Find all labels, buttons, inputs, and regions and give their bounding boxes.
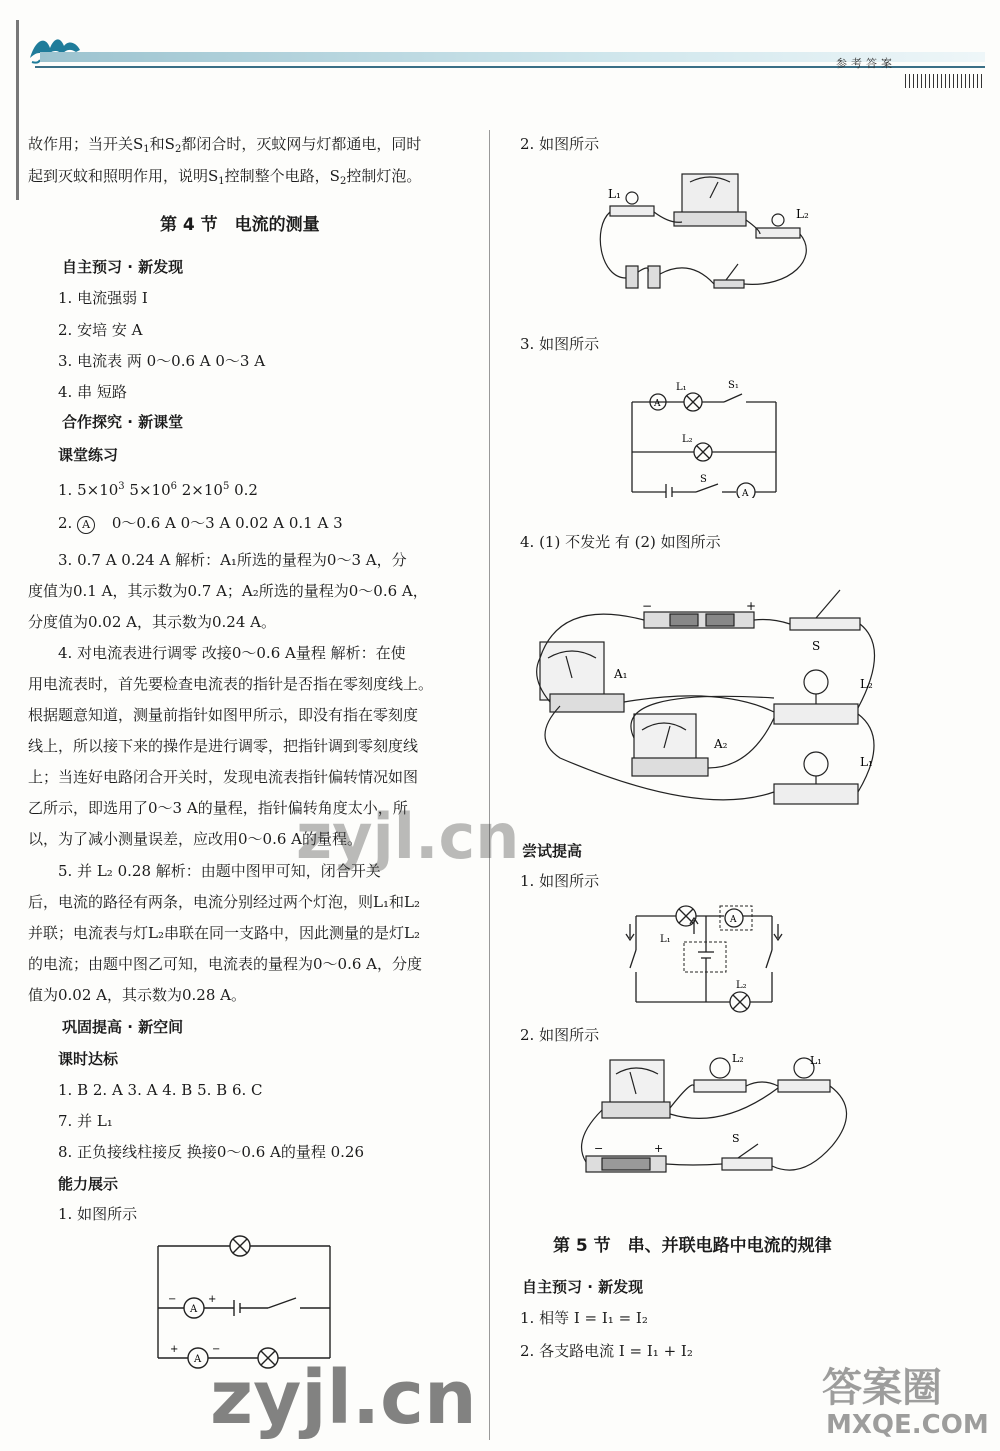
label-L2-4: L₂: [860, 677, 873, 691]
watermark-site: MXQE.COM: [826, 1410, 989, 1440]
header-ticks: [905, 74, 985, 88]
right-item-2: 2. 如图所示: [520, 135, 600, 153]
page-header: [0, 0, 1000, 100]
column-divider: [489, 130, 490, 1440]
circuit-diagram-3: [624, 376, 784, 498]
publisher-logo-icon: [26, 28, 82, 68]
label-plus-try2: +: [654, 1142, 664, 1155]
label-minus-try2: −: [594, 1142, 604, 1155]
circuit-diagram-ability-1: [150, 1230, 340, 1370]
preview5-item-2: 2. 各支路电流 I = I₁ + I₂: [520, 1342, 693, 1360]
ammeter-label-3b: A: [742, 489, 749, 498]
heading-consolidate: 巩固提高 · 新空间: [62, 1018, 184, 1036]
heading-ability: 能力展示: [58, 1175, 119, 1193]
watermark-mid: zyjl.cn: [296, 800, 520, 873]
label-S-4: S: [812, 639, 821, 653]
right-item-3: 3. 如图所示: [520, 335, 600, 353]
plus-label: +: [208, 1294, 217, 1305]
watermark-logo: 答案圈: [822, 1365, 942, 1411]
label-L2-try1: L₂: [736, 980, 747, 991]
class-q5: 5. 并 L₂ 0.28 解析：由题中图甲可知，闭合开关 后，电流的路径有两条，电流分别经过两个灯泡，则L₁和L₂ 并联；电流表与灯L₂串联在同一支路中，因此测量的是灯L₂ 的电流；由题中图乙可知，电流表的量程为0～0.6 A，分度 值为0.02 A，其示数为0.28 A。: [28, 862, 423, 1004]
heading-try: 尝试提高: [522, 842, 583, 860]
preview-item-4: 4. 串 短路: [58, 383, 127, 401]
label-S1-3: S₁: [728, 380, 739, 391]
try-item-2: 2. 如图所示: [520, 1026, 600, 1044]
label-S-3: S: [700, 474, 707, 485]
circuit-diagram-try-1: [620, 898, 790, 1016]
label-A1-4: A₁: [614, 667, 628, 681]
standard-answers-2: 7. 并 L₁: [58, 1112, 113, 1130]
ammeter-symbol-icon: A: [77, 516, 95, 534]
label-L2-3: L₂: [682, 434, 693, 445]
preview-item-3: 3. 电流表 两 0～0.6 A 0～3 A: [58, 352, 266, 370]
watermark-bottom: zyjl.cn: [210, 1355, 477, 1441]
label-L2-try2: L₂: [732, 1052, 744, 1065]
intro-line-2: 起到灭蚊和照明作用，说明$S_1$控制整个电路，$S_2$控制灯泡。: [28, 167, 422, 187]
physical-circuit-4: [520, 578, 890, 808]
preview-item-1: 1. 电流强弱 I: [58, 289, 148, 307]
label-L1-3: L₁: [676, 382, 687, 393]
class-q3: 3. 0.7 A 0.24 A 解析：A₁所选的量程为0～3 A，分 度值为0.1 A，其示数为0.7 A；A₂所选的量程为0～0.6 A， 分度值为0.02 A，其示数为0.24 A。: [28, 551, 428, 631]
label-L1: L₁: [608, 187, 621, 201]
header-title: 参考答案: [836, 57, 896, 70]
intro-line-1: 故作用；当开关$S_1$和$S_2$都闭合时，灭蚊网与灯都通电，同时: [28, 135, 422, 155]
ammeter-label-2: A: [194, 1354, 202, 1365]
margin-bar: [16, 20, 19, 200]
heading-standard: 课时达标: [58, 1050, 119, 1068]
label-L1-try1: L₁: [660, 934, 671, 945]
standard-answers-1: 1. B 2. A 3. A 4. B 5. B 6. C: [58, 1081, 263, 1099]
class-q4: 4. 对电流表进行调零 改接0～0.6 A量程 解析：在使 用电流表时，首先要检查电流表的指针是否指在零刻度线上。 根据题意知道，测量前指针如图甲所示，即没有指在零刻度 线上，所以接下来的操作是进行调零，把指针调到零刻度线 上；当连好电路闭合开关时，发现电流表指针偏转情况如图 乙所示，即选用了0～3 A的量程，指针偏转角度太小，所 以，为了减小测量误差，应改用0～0.6 A的量程。: [28, 644, 434, 848]
heading-coop: 合作探究 · 新课堂: [62, 413, 184, 431]
standard-answers-3: 8. 正负接线柱接反 换接0～0.6 A的量程 0.26: [58, 1143, 365, 1161]
label-L1-try2: L₁: [810, 1054, 822, 1067]
section-4-title: 第 4 节 电流的测量: [160, 215, 320, 235]
minus-label-2: −: [212, 1344, 221, 1355]
ability-item-1: 1. 如图所示: [58, 1205, 138, 1223]
preview-item-2: 2. 安培 安 A: [58, 321, 143, 339]
plus-label-2: +: [170, 1344, 179, 1355]
physical-circuit-2: [590, 168, 820, 298]
section-5-title: 第 5 节 串、并联电路中电流的规律: [553, 1236, 832, 1256]
heading-preview: 自主预习 · 新发现: [62, 258, 184, 276]
try-item-1: 1. 如图所示: [520, 872, 600, 890]
ammeter-label-3a: A: [654, 399, 661, 409]
heading-preview-5: 自主预习 · 新发现: [522, 1278, 644, 1296]
label-L1-4: L₁: [860, 755, 873, 769]
class-q1: 1. $5\times 10^3$ $5\times 10^6$ $2\times 10^5$ 0.2: [58, 481, 258, 499]
physical-circuit-try-2: [572, 1050, 872, 1190]
right-item-4: 4. (1) 不发光 有 (2) 如图所示: [520, 533, 721, 551]
minus-label: −: [168, 1294, 177, 1305]
heading-class-practice: 课堂练习: [58, 446, 119, 464]
ammeter-label: A: [190, 1304, 198, 1315]
ammeter-label-try1: A: [730, 915, 737, 925]
class-q2: 2. A 0～0.6 A 0～3 A 0.02 A 0.1 A 3: [58, 514, 343, 532]
preview5-item-1: 1. 相等 I = I₁ = I₂: [520, 1309, 648, 1327]
label-A2-4: A₂: [714, 737, 728, 751]
label-plus-4: +: [746, 599, 757, 613]
label-minus-4: −: [642, 599, 653, 613]
label-S-try2: S: [732, 1132, 740, 1145]
label-L2: L₂: [796, 207, 809, 221]
